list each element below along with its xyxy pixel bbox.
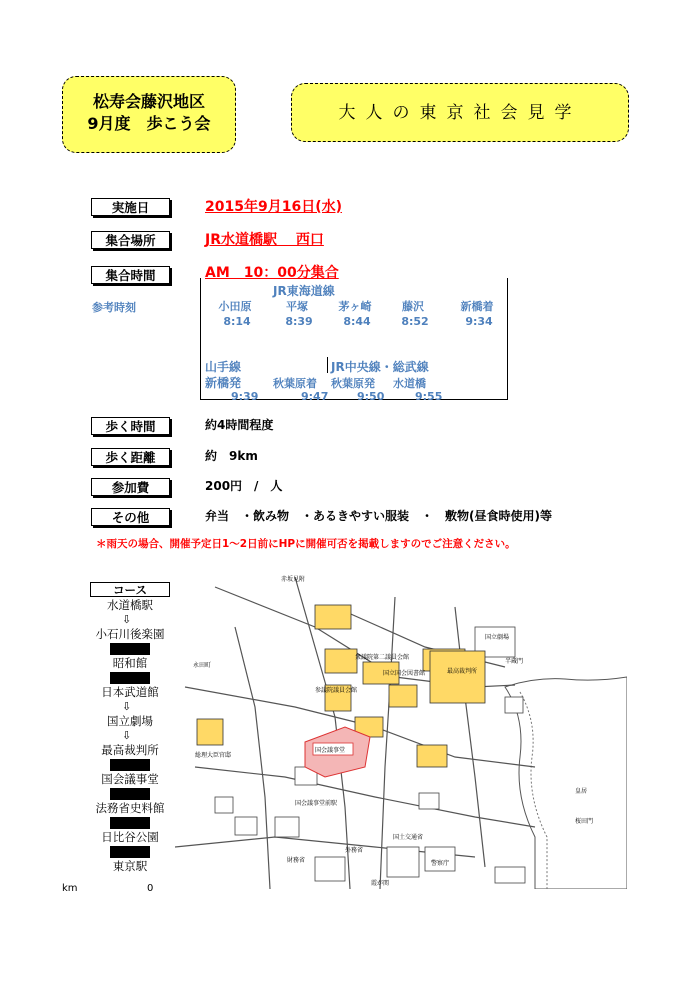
chuo-to: 水道橋 [393, 377, 426, 390]
map-label-kokkai-mae: 国会議事堂前駅 [295, 800, 338, 807]
connector-block [110, 817, 150, 829]
time-akihabara-arr: 9:47 [301, 390, 329, 403]
station-shimbashi-arr: 新橋着 [460, 300, 494, 313]
map-label-nagatacho: 永田町 [193, 662, 212, 669]
scale-zero: 0 [147, 883, 154, 894]
yamanote-line-name: 山手線 [205, 360, 242, 374]
reference-time-label: 参考時刻 [92, 301, 136, 314]
walk-time-label: 歩く時間 [91, 417, 170, 435]
map-label-akasaka: 赤坂見附 [281, 576, 306, 583]
event-title: 大人の東京社会見学 [291, 83, 629, 142]
club-name-line1: 松寿会藤沢地区 [92, 92, 205, 111]
map-label-land-ministry: 国土交通省 [393, 834, 424, 841]
connector-block [110, 672, 150, 684]
time-label: 集合時間 [91, 266, 170, 284]
course-label: コース [90, 582, 170, 597]
map-label-ndl: 国立国会図書館 [383, 670, 426, 677]
station-chigasaki: 茅ヶ崎 [338, 300, 372, 313]
other-value: 弁当 ・飲み物 ・あるきやすい服装 ・ 敷物(昼食時使用)等 [205, 509, 552, 523]
station-odawara: 小田原 [218, 300, 252, 313]
course-stop-justice-museum: 法務省史料館 [95, 801, 165, 815]
map-label-hanzomon: 半蔵門 [505, 658, 524, 665]
map-label-diet: 国会議事堂 [315, 747, 346, 754]
map-label-councillors: 参議院議員会館 [315, 687, 358, 694]
date-value: 2015年9月16日(水) [205, 199, 342, 215]
map-label-kasumigaseki: 霞が関 [371, 880, 390, 887]
time-suidobashi-arr: 9:55 [415, 390, 443, 403]
club-name-line2: 9月度 歩こう会 [87, 114, 211, 133]
connector-block [110, 788, 150, 800]
place-value: JR水道橋駅 西口 [205, 232, 324, 248]
distance-label: 歩く距離 [91, 448, 170, 466]
walk-time-value: 約4時間程度 [205, 418, 274, 432]
map-label-sakuradamon: 桜田門 [575, 818, 594, 825]
down-arrow-icon: ⇩ [122, 613, 132, 626]
down-arrow-icon: ⇩ [122, 700, 132, 713]
course-stop-koishikawa: 小石川後楽園 [95, 627, 165, 641]
rain-notice: ＊雨天の場合、開催予定日1～2日前にHPに開催可否を掲載しますのでご注意ください。 [96, 538, 516, 550]
course-stop-diet: 国会議事堂 [101, 772, 159, 786]
timetable-box [200, 278, 508, 403]
fee-label: 参加費 [91, 478, 170, 496]
time-odawara: 8:14 [223, 315, 251, 328]
station-fujisawa: 藤沢 [402, 300, 424, 313]
map-label-foreign-ministry: 外務省 [345, 847, 364, 854]
time-chigasaki: 8:44 [343, 315, 371, 328]
map-label-police-agency: 警察庁 [431, 860, 450, 867]
tokaido-line-name: JR東海道線 [273, 284, 335, 298]
place-label: 集合場所 [91, 231, 170, 249]
map-label-national-theatre: 国立劇場 [485, 634, 510, 641]
other-label: その他 [91, 508, 170, 526]
time-shimbashi-dep: 9:39 [231, 390, 259, 403]
course-stop-tokyo-station: 東京駅 [112, 859, 148, 873]
course-stop-suidobashi: 水道橋駅 [107, 598, 153, 612]
yamanote-from: 新橋発 [205, 376, 242, 390]
connector-block [110, 759, 150, 771]
scale-km: km [62, 883, 78, 894]
date-label: 実施日 [91, 198, 170, 216]
time-hiratsuka: 8:39 [285, 315, 313, 328]
line-divider [327, 357, 328, 373]
course-stop-supreme-court: 最高裁判所 [101, 743, 159, 757]
map-label-reps: 衆議院第二議員会館 [355, 654, 410, 661]
map-label-finance-ministry: 財務省 [287, 857, 306, 864]
time-shimbashi-arr: 9:34 [465, 315, 493, 328]
connector-block [110, 846, 150, 858]
yamanote-to: 秋葉原着 [273, 377, 317, 390]
time-akihabara-dep: 9:50 [357, 390, 385, 403]
time-value: AM 10：00分集合 [205, 265, 339, 281]
map-label-pm-residence: 総理大臣官邸 [195, 752, 232, 759]
chuo-from: 秋葉原発 [331, 377, 375, 390]
club-name-box [62, 76, 236, 153]
chuo-line-name: JR中央線・総武線 [331, 360, 429, 374]
connector-block [110, 643, 150, 655]
fee-value: 200円 / 人 [205, 479, 283, 493]
course-stop-national-theatre: 国立劇場 [107, 714, 153, 728]
course-stop-showakan: 昭和館 [112, 656, 148, 670]
distance-value: 約 9km [205, 449, 258, 463]
map-label-imperial-palace: 皇居 [575, 788, 588, 795]
course-stop-hibiya-park: 日比谷公園 [101, 830, 159, 844]
map-label-supreme-court: 最高裁判所 [447, 668, 478, 675]
area-map [175, 567, 627, 889]
time-fujisawa: 8:52 [401, 315, 429, 328]
course-stop-budokan: 日本武道館 [101, 685, 159, 699]
station-hiratsuka: 平塚 [286, 300, 308, 313]
down-arrow-icon: ⇩ [122, 729, 132, 742]
